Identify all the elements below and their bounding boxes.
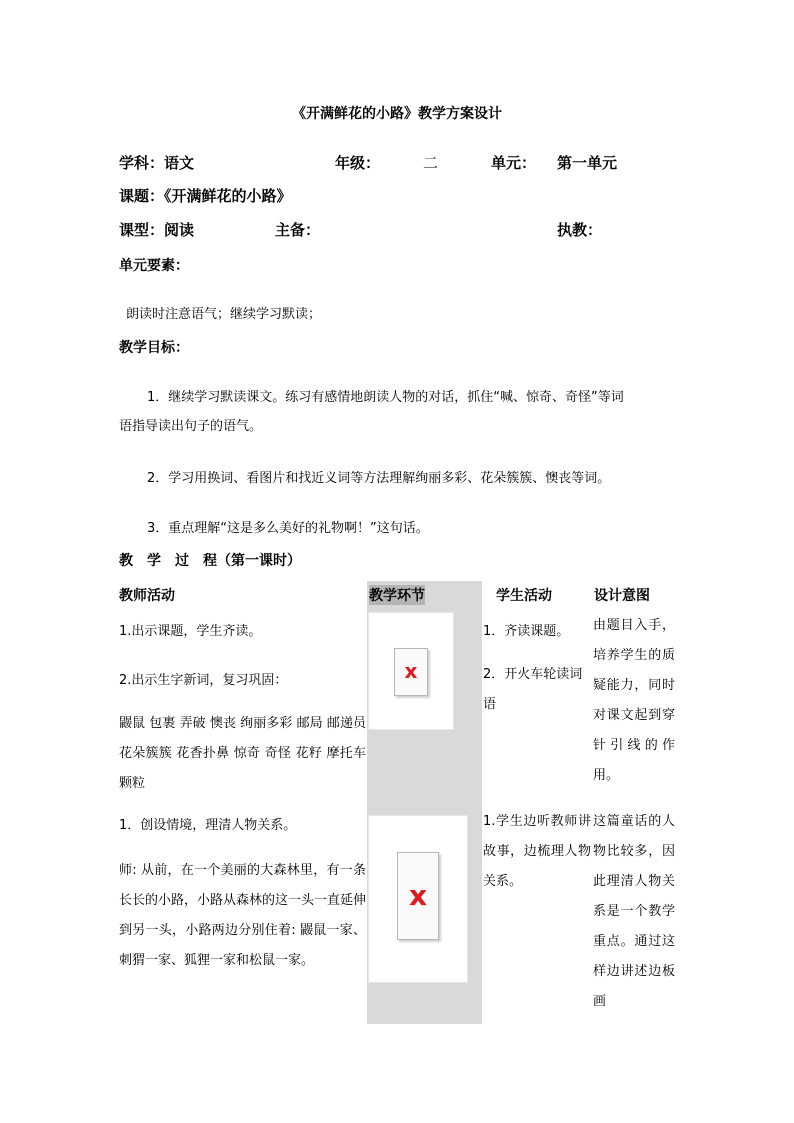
row1-student-1: 1．齐读课题。 xyxy=(483,624,570,639)
header-student: 学生活动 xyxy=(496,588,552,604)
grade-label: 年级： xyxy=(335,154,381,172)
preparer-label: 主备： xyxy=(275,221,321,239)
unit-elements-text: 朗读时注意语气；继续学习默读； xyxy=(126,307,322,322)
grade-value: 二 xyxy=(423,154,439,172)
row2-teacher-story: 师: 从前，在一个美丽的大森林里，有一条长长的小路，小路从森林的这一头一直延伸到另一头，小路两边分别住着: 鼹鼠一家、刺猬一家、狐狸一家和松鼠一家。 xyxy=(119,863,367,968)
goal-item-3: 3．重点理解“这是多么美好的礼物啊！”这句话。 xyxy=(147,521,429,536)
row1-teacher-1: 1.出示课题，学生齐读。 xyxy=(119,624,262,639)
unit-elements-heading: 单元要素： xyxy=(119,258,189,274)
row1-image-frame xyxy=(368,612,454,730)
row2-student: 1.学生边听教师讲故事，边梳理人物关系。 xyxy=(483,814,591,889)
row1-student-2: 2．开火车轮读词语 xyxy=(483,667,583,712)
row2-teacher-1: 1．创设情境，理清人物关系。 xyxy=(119,818,297,833)
header-teacher: 教师活动 xyxy=(119,588,175,604)
document-title: 《开满鲜花的小路》教学方案设计 xyxy=(292,106,502,122)
goal-item-1: 1．继续学习默读课文。练习有感情地朗读人物的对话，抓住“喊、惊奇、奇怪”等词 xyxy=(147,390,624,405)
broken-image-icon: x xyxy=(394,648,428,696)
lesson-title: 课题：《开满鲜花的小路》 xyxy=(119,187,292,205)
unit-label: 单元： xyxy=(491,154,537,172)
goal-item-2: 2．学习用换词、看图片和找近义词等方法理解绚丽多彩、花朵簇簇、懊丧等词。 xyxy=(147,471,611,486)
teacher-label: 执教： xyxy=(557,221,603,239)
row2-intent: 这篇童话的人物比较多，因此理清人物关系是一个教学重点。通过这样边讲述边板画 xyxy=(593,814,675,1009)
header-intent: 设计意图 xyxy=(594,588,650,604)
unit-value: 第一单元 xyxy=(557,154,618,172)
subject-label: 学科：语文 xyxy=(119,154,195,172)
row1-vocab-words: 鼹鼠 包裹 弄破 懊丧 绚丽多彩 邮局 邮递员 花朵簇簇 花香扑鼻 惊奇 奇怪 花籽 摩托车 颗粒 xyxy=(119,716,366,791)
row1-teacher-2: 2.出示生字新词，复习巩固： xyxy=(119,673,288,688)
goals-heading: 教学目标： xyxy=(119,340,189,356)
goal-item-1-cont: 语指导读出句子的语气。 xyxy=(119,419,263,434)
lesson-type: 课型：阅读 xyxy=(119,221,195,239)
broken-image-icon: x xyxy=(397,852,439,940)
row2-image-frame xyxy=(368,815,468,983)
process-heading: 教 学 过 程（第一课时） xyxy=(119,553,301,569)
header-segment: 教学环节 xyxy=(369,585,425,605)
row1-intent: 由题目入手，培养学生的质疑能力，同时对课文起到穿针引线的作用。 xyxy=(593,618,675,783)
